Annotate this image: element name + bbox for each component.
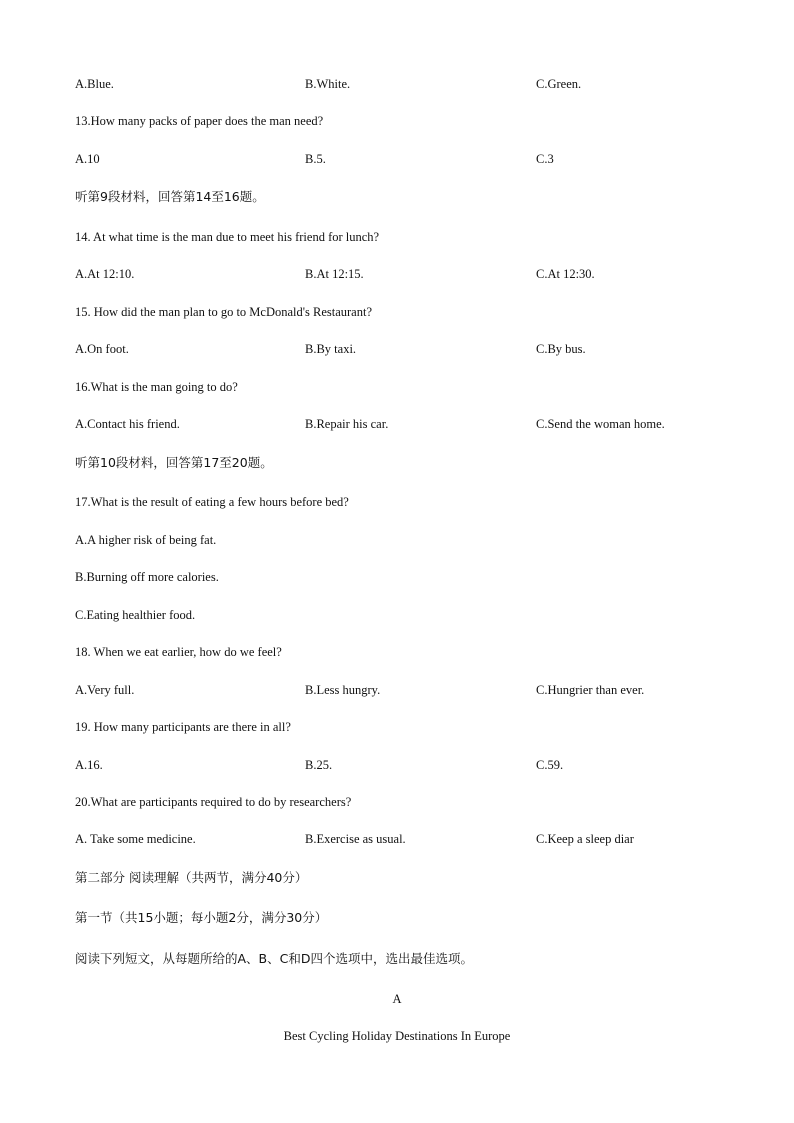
section-1-heading: 第一节（共15小题；每小题2分，满分30分）	[75, 910, 328, 925]
section-9-heading: 听第9段材料，回答第14至16题。	[75, 189, 265, 204]
q13-option-a: A.10	[75, 152, 100, 166]
q17-option-a: A.A higher risk of being fat.	[75, 533, 217, 547]
q20-option-a: A. Take some medicine.	[75, 832, 196, 846]
passage-title: Best Cycling Holiday Destinations In Europe	[283, 1029, 511, 1043]
q19-options	[75, 757, 725, 773]
q13-option-c: C.3	[536, 152, 554, 166]
q16-option-b: B.Repair his car.	[305, 417, 389, 431]
q18-options	[75, 682, 725, 698]
q14-option-c: C.At 12:30.	[536, 267, 595, 281]
q13-options	[75, 151, 725, 167]
q14-stem: 14. At what time is the man due to meet his friend for lunch?	[75, 230, 380, 244]
q17-option-b: B.Burning off more calories.	[75, 570, 219, 584]
q18-option-b: B.Less hungry.	[305, 683, 381, 697]
q18-stem: 18. When we eat earlier, how do we feel?	[75, 645, 282, 659]
section-10-heading: 听第10段材料，回答第17至20题。	[75, 455, 273, 470]
q13-option-b: B.5.	[305, 152, 326, 166]
q15-options	[75, 341, 725, 357]
q20-options	[75, 831, 725, 847]
q16-options	[75, 416, 725, 432]
q18-option-a: A.Very full.	[75, 683, 135, 697]
q19-option-c: C.59.	[536, 758, 564, 772]
q20-option-c: C.Keep a sleep diar	[536, 832, 634, 846]
q15-option-c: C.By bus.	[536, 342, 586, 356]
q14-option-b: B.At 12:15.	[305, 267, 364, 281]
part-2-heading: 第二部分 阅读理解（共两节，满分40分）	[75, 870, 308, 885]
reading-instructions: 阅读下列短文，从每题所给的A、B、C和D四个选项中，选出最佳选项。	[75, 951, 473, 966]
q12-options	[75, 76, 725, 92]
q19-option-a: A.16.	[75, 758, 103, 772]
q16-stem: 16.What is the man going to do?	[75, 380, 238, 394]
q18-option-c: C.Hungrier than ever.	[536, 683, 645, 697]
q12-option-b: B.White.	[305, 77, 351, 91]
q19-option-b: B.25.	[305, 758, 333, 772]
q19-stem: 19. How many participants are there in all?	[75, 720, 291, 734]
q12-option-c: C.Green.	[536, 77, 582, 91]
q15-stem: 15. How did the man plan to go to McDonald's Restaurant?	[75, 305, 372, 319]
passage-letter: A	[392, 992, 402, 1006]
q16-option-a: A.Contact his friend.	[75, 417, 180, 431]
q13-stem: 13.How many packs of paper does the man need?	[75, 114, 324, 128]
q17-option-c: C.Eating healthier food.	[75, 608, 196, 622]
q16-option-c: C.Send the woman home.	[536, 417, 665, 431]
q15-option-a: A.On foot.	[75, 342, 129, 356]
q14-option-a: A.At 12:10.	[75, 267, 135, 281]
q20-option-b: B.Exercise as usual.	[305, 832, 406, 846]
q15-option-b: B.By taxi.	[305, 342, 357, 356]
q12-option-a: A.Blue.	[75, 77, 114, 91]
q20-stem: 20.What are participants required to do by researchers?	[75, 795, 352, 809]
q17-stem: 17.What is the result of eating a few hours before bed?	[75, 495, 349, 509]
q14-options	[75, 266, 725, 282]
